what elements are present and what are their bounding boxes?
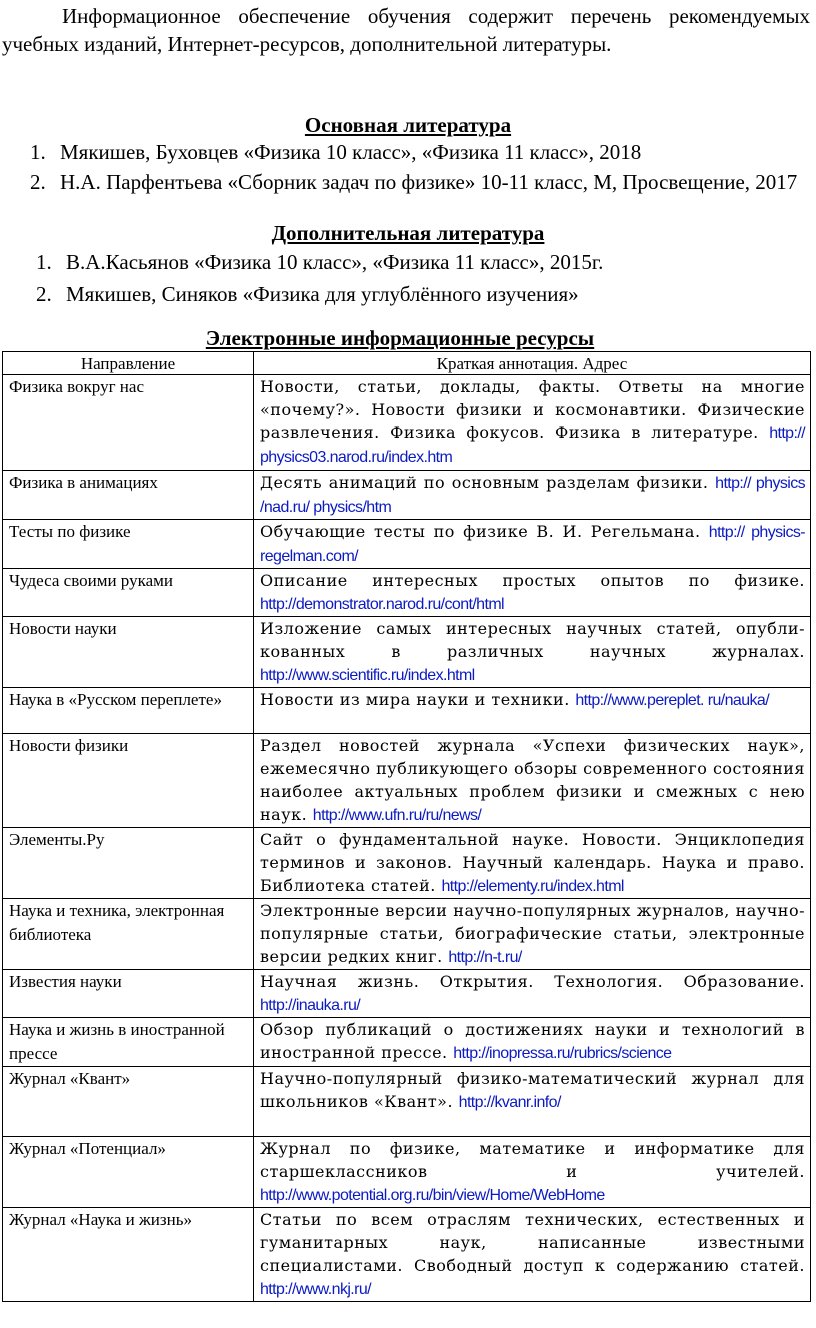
annotation-cell (254, 1208, 811, 1302)
annotation-text: Научно-популярный физико-математический журнал для школьников «Квант». (260, 1069, 805, 1111)
resource-link[interactable]: http://inauka.ru/ (260, 997, 361, 1014)
table-row (3, 1137, 811, 1208)
table-row (3, 899, 811, 970)
resource-link[interactable]: http://www.potential.org.ru/bin/view/Home/WebHome (260, 1187, 605, 1204)
annotation-cell (254, 569, 811, 617)
annotation-cell (254, 375, 811, 471)
annotation-cell (254, 1067, 811, 1137)
annotation-text: Статьи по всем отраслям технических, естественных и гуманитарных наук, написанные известными специалистами. Свободный доступ к содержанию статей. (260, 1210, 805, 1275)
annotation-text: Научная жизнь. Открытия. Технология. Образование. (260, 972, 805, 991)
resource-link[interactable]: http://elementy.ru/index.html (441, 878, 624, 895)
list-number: 2. (36, 282, 52, 306)
annotation-text: Новости, статьи, доклады, факты. Ответы на многие «почему?». Новости физики и космонавтики. Физические развлечения. Физика фокусов. Физика в литературе. (260, 377, 805, 442)
direction-cell: Журнал «Наука и жизнь» (3, 1208, 254, 1302)
extra-literature-list (36, 248, 814, 308)
table-row (3, 1067, 811, 1137)
annotation-text: Описание интересных простых опытов по физике. (260, 571, 805, 590)
direction-cell: Тесты по физике (3, 520, 254, 569)
list-item (30, 168, 814, 196)
intro-paragraph: Информационное обеспечение обучения содержит перечень рекомендуемых учебных изданий, Интернет-ресурсов, дополнительной литературы. (2, 4, 810, 56)
annotation-cell (254, 899, 811, 970)
table-row (3, 734, 811, 828)
resource-link[interactable]: http://www.ufn.ru/ru/news/ (312, 807, 482, 824)
resource-link[interactable]: http://www.nkj.ru/ (260, 1281, 372, 1298)
list-number: 2. (30, 170, 46, 194)
resource-link[interactable]: http://n-t.ru/ (448, 949, 522, 966)
annotation-text: Журнал по физике, математике и информатике для старшеклассников и учителей. (260, 1139, 805, 1181)
annotation-cell (254, 828, 811, 899)
resource-link[interactable]: http:// physics03.narod.ru/index.htm (260, 425, 806, 466)
direction-cell: Журнал «Потенциал» (3, 1137, 254, 1208)
direction-cell: Наука и жизнь в иностранной прессе (3, 1018, 254, 1067)
annotation-cell (254, 688, 811, 734)
resource-link[interactable]: http://kvanr.info/ (458, 1094, 561, 1111)
resource-link[interactable]: http:// physics /nad.ru/ physics/htm (260, 475, 805, 516)
direction-cell: Наука в «Русском переплете» (3, 688, 254, 734)
resource-link[interactable]: http://www.pereplet. ru/nauka/ (575, 692, 770, 709)
list-item-text: Мякишев, Буховцев «Физика 10 класс», «Физика 11 класс», 2018 (60, 140, 642, 164)
annotation-cell (254, 520, 811, 569)
direction-cell: Новости физики (3, 734, 254, 828)
table-body (3, 375, 811, 1302)
direction-cell: Известия науки (3, 970, 254, 1018)
column-header-annotation: Краткая аннотация. Адрес (254, 352, 811, 375)
list-item-text: Н.А. Парфентьева «Сборник задач по физике» 10-11 класс, М, Просвещение, 2017 (60, 170, 798, 194)
resources-table (2, 351, 811, 1302)
direction-cell: Чудеса своими руками (3, 569, 254, 617)
column-header-direction: Направление (3, 352, 254, 375)
table-row (3, 828, 811, 899)
direction-cell: Наука и техника, электронная библиотека (3, 899, 254, 970)
table-row (3, 471, 811, 520)
table-row (3, 569, 811, 617)
table-row (3, 375, 811, 471)
table-row (3, 617, 811, 688)
annotation-cell (254, 471, 811, 520)
list-number: 1. (30, 140, 46, 164)
annotation-text: Раздел новостей журнала «Успехи физических наук», ежемесячно публикующего обзоры современного состояния наиболее актуальных проблем физики и смежных с нею наук. (260, 736, 805, 824)
annotation-text: Обучающие тесты по физике В. И. Регельмана. (260, 522, 701, 541)
direction-cell: Физика в анимациях (3, 471, 254, 520)
main-literature-list (30, 138, 814, 196)
annotation-cell (254, 617, 811, 688)
table-row (3, 688, 811, 734)
main-literature-heading: Основная литература (304, 113, 512, 137)
table-row (3, 1208, 811, 1302)
extra-literature-heading: Дополнительная литература (271, 221, 545, 245)
table-row (3, 970, 811, 1018)
table-header-row (3, 352, 811, 375)
table-row (3, 520, 811, 569)
annotation-text: Новости из мира науки и техники. (260, 690, 570, 709)
resource-link[interactable]: http:// physics-regelman.com/ (260, 524, 805, 565)
annotation-cell (254, 1018, 811, 1067)
list-item (36, 248, 814, 276)
resource-link[interactable]: http://www.scientific.ru/index.html (260, 667, 475, 684)
annotation-text: Десять анимаций по основным разделам физики. (260, 473, 709, 492)
resource-link[interactable]: http://inopressa.ru/rubrics/science (453, 1045, 672, 1062)
list-number: 1. (36, 250, 52, 274)
direction-cell: Физика вокруг нас (3, 375, 254, 471)
annotation-cell (254, 970, 811, 1018)
direction-cell: Элементы.Ру (3, 828, 254, 899)
table-row (3, 1018, 811, 1067)
resources-heading: Электронные информационные ресурсы (205, 326, 595, 350)
annotation-cell (254, 1137, 811, 1208)
list-item-text: В.А.Касьянов «Физика 10 класс», «Физика 11 класс», 2015г. (66, 250, 604, 274)
resource-link[interactable]: http://demonstrator.narod.ru/cont/html (260, 596, 505, 613)
list-item (36, 280, 814, 308)
list-item-text: Мякишев, Синяков «Физика для углублённого изучения» (66, 282, 579, 306)
direction-cell: Журнал «Квант» (3, 1067, 254, 1137)
annotation-text: Электронные версии научно-популярных журналов, научно-популярные статьи, биографические статьи, электронные версии редких книг. (260, 901, 805, 966)
list-item (30, 138, 814, 166)
annotation-text: Сайт о фундаментальной науке. Новости. Энциклопедия терминов и законов. Научный календарь. Наука и право. Библиотека статей. (260, 830, 805, 895)
annotation-text: Обзор публикаций о достижениях науки и технологий в иностранной прессе. (260, 1020, 805, 1062)
annotation-cell (254, 734, 811, 828)
annotation-text: Изложение самых интересных научных статей, опубли-кованных в различных научных журналах. (260, 619, 805, 661)
direction-cell: Новости науки (3, 617, 254, 688)
